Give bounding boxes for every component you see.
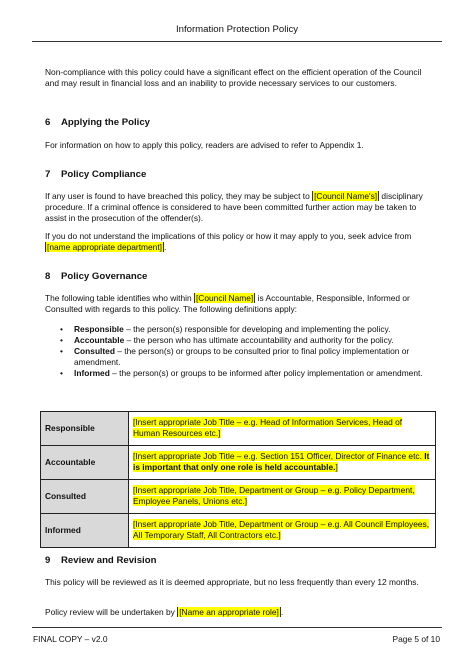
- description-cell: [129, 412, 436, 446]
- placeholder-department: [name appropriate department]: [47, 242, 162, 252]
- text-run: The following table identifies who within: [45, 293, 194, 303]
- role-cell: Consulted: [41, 480, 129, 514]
- section-6-heading: [45, 117, 437, 128]
- section-title: Review and Revision: [61, 555, 157, 566]
- section-9-heading: [45, 555, 437, 566]
- placeholder-job-title: [133, 451, 429, 472]
- section-number: 7: [45, 169, 51, 180]
- definition: – the person(s) or groups to be informed after policy implementation or amendment.: [109, 368, 423, 378]
- list-item: [58, 368, 438, 379]
- definition: – the person(s) or groups to be consulted prior to final policy implementation or amendment.: [74, 346, 410, 367]
- term: Responsible: [74, 324, 124, 334]
- placeholder-role: [Name an appropriate role]: [179, 607, 279, 617]
- footer-rule: [32, 627, 442, 628]
- role-cell: Responsible: [41, 412, 129, 446]
- placeholder-job-title: [Insert appropriate Job Title – e.g. Head of Information Services, Head of Human Resources etc.]: [133, 417, 403, 438]
- description-cell: [129, 446, 436, 480]
- table-row: [41, 446, 436, 480]
- term: Consulted: [74, 346, 115, 356]
- table-row: [41, 480, 436, 514]
- section-7-paragraph-1: [45, 191, 437, 224]
- footer-version: FINAL COPY – v2.0: [33, 634, 108, 644]
- placeholder-council-name: [Council Name's]: [314, 191, 378, 201]
- footer-page-number: Page 5 of 10: [392, 634, 440, 644]
- role-cell: Informed: [41, 514, 129, 548]
- text-run: .: [280, 607, 284, 617]
- emphasis-text: It is important that only one role is held accountable.: [133, 451, 430, 472]
- section-9-paragraph-1: This policy will be reviewed as it is deemed appropriate, but no less frequently than every 12 months.: [45, 577, 419, 587]
- text-run: [Insert appropriate Job Title – e.g. Section 151 Officer, Director of Finance etc.: [133, 451, 425, 461]
- intro-paragraph: Non-compliance with this policy could have a significant effect on the efficient operation of the Council and may result in financial loss and an inability to provide necessary services to our customers.: [45, 67, 422, 88]
- section-7-heading: [45, 169, 437, 180]
- list-item: [58, 335, 438, 346]
- definition: – the person(s) responsible for developing and implementing the policy.: [123, 324, 391, 334]
- text-run: If you do not understand the implications of this policy or how it may apply to you, seek advice from: [45, 231, 412, 241]
- table-row: [41, 412, 436, 446]
- role-cell: Accountable: [41, 446, 129, 480]
- text-run: Policy review will be undertaken by: [45, 607, 178, 617]
- definition: – the person who has ultimate accountability and authority for the policy.: [124, 335, 394, 345]
- section-8-heading: [45, 271, 437, 282]
- table-row: [41, 514, 436, 548]
- placeholder-job-title: [Insert appropriate Job Title, Department or Group – e.g. All Council Employees, All Temporary Staff, All Contractors etc.]: [133, 519, 430, 540]
- page-header-title: Information Protection Policy: [175, 24, 299, 35]
- list-item: [58, 346, 438, 368]
- section-9-paragraph-2: [45, 607, 437, 618]
- section-8-paragraph: [45, 293, 437, 315]
- description-cell: [129, 480, 436, 514]
- governance-table: [40, 411, 436, 548]
- section-number: 9: [45, 555, 51, 566]
- placeholder-job-title: [Insert appropriate Job Title, Department or Group – e.g. Policy Department, Employee Panels, Unions etc.]: [133, 485, 415, 506]
- section-title: Applying the Policy: [61, 117, 151, 128]
- header-rule: [32, 41, 442, 42]
- section-7-paragraph-2: [45, 231, 437, 253]
- term: Accountable: [74, 335, 125, 345]
- text-run: ]: [335, 462, 338, 472]
- section-title: Policy Compliance: [61, 169, 147, 180]
- section-number: 8: [45, 271, 51, 282]
- text-run: disciplinary procedure. If a criminal offence is considered to have been committed further action may be taken to assist in the prosecution of the offender(s).: [45, 191, 423, 223]
- section-6-paragraph: For information on how to apply this policy, readers are advised to refer to Appendix 1.: [45, 140, 364, 150]
- section-number: 6: [45, 117, 51, 128]
- section-title: Policy Governance: [61, 271, 148, 282]
- text-run: .: [164, 242, 167, 252]
- placeholder-council-name: [Council Name]: [195, 293, 254, 303]
- definitions-list: [58, 324, 438, 379]
- list-item: [58, 324, 438, 335]
- text-run: is Accountable, Responsible, Informed or Consulted with regards to this policy. The following definitions apply:: [45, 293, 410, 314]
- text-run: If any user is found to have breached this policy, they may be subject to: [45, 191, 313, 201]
- term: Informed: [74, 368, 110, 378]
- description-cell: [129, 514, 436, 548]
